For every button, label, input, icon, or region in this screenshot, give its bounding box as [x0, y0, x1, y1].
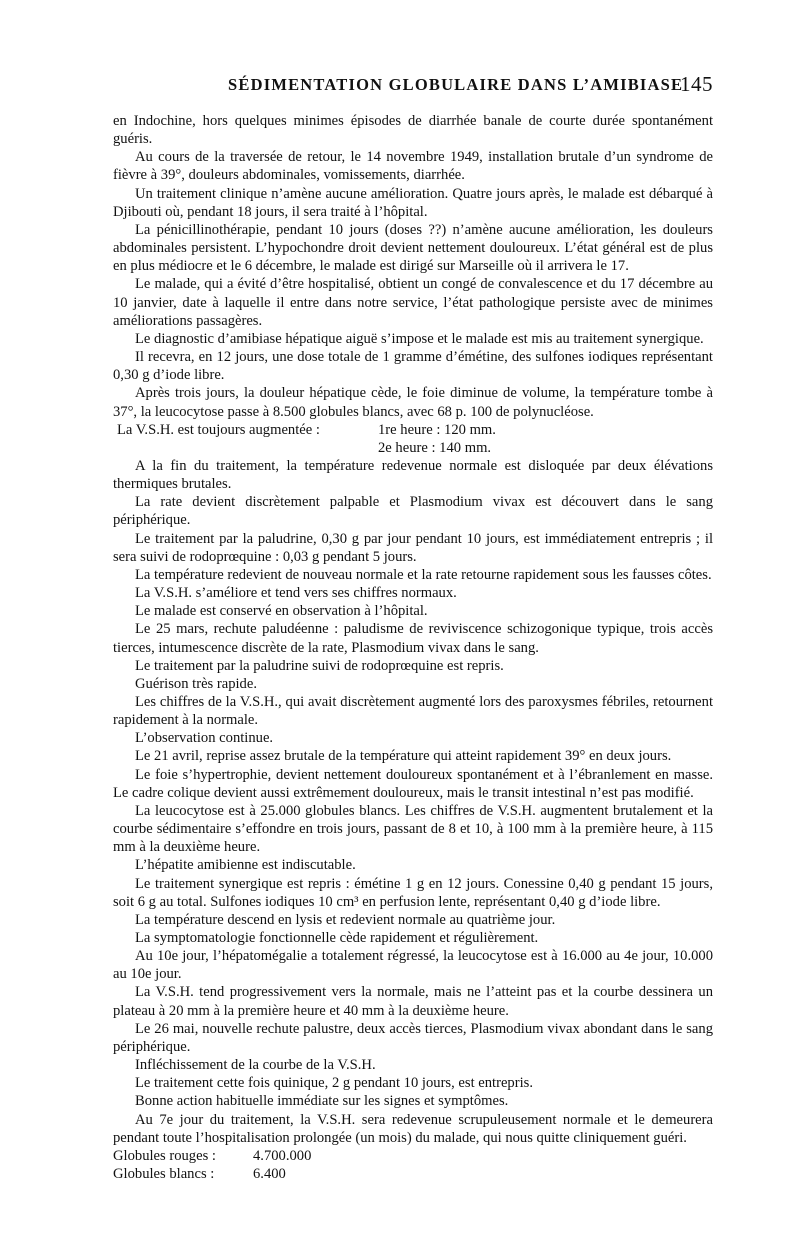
paragraph: Le traitement synergique est repris : émétine 1 g en 12 jours. Conessine 0,40 g pendant 15 jours, soit 6 g au total. Sulfones iodiques 10 cm³ en perfusion lente, représentant 0,40 g d’iode libre.: [113, 875, 713, 910]
paragraph: La symptomatologie fonctionnelle cède rapidement et régulièrement.: [135, 930, 539, 946]
paragraph: La V.S.H. s’améliore et tend vers ses chiffres normaux.: [135, 585, 457, 602]
paragraph: A la fin du traitement, la température redevenue normale est disloquée par deux élévations thermiques brutales.: [113, 457, 713, 493]
paragraph: Au 7e jour du traitement, la V.S.H. sera redevenue scrupuleusement normale et le demeurera pendant toute l’hospitalisation prolongée (un mois) du malade, qui nous quitte cliniquement guéri.: [113, 1111, 713, 1146]
paragraph: Le traitement cette fois quinique, 2 g pendant 10 jours, est entrepris.: [135, 1075, 533, 1092]
vsh-second-hour: 2e heure : 140 mm.: [378, 439, 492, 456]
paragraph: Le foie s’hypertrophie, devient nettement douloureux spontanément et à l’ébranlement en masse. Le cadre colique devient aussi extrêmement douloureux, mais le transit intestinal n’est pas modifié.: [113, 766, 713, 801]
count-value: 4.700.000: [253, 1147, 312, 1164]
paragraph: Le 25 mars, rechute paludéenne : paludisme de reviviscence schizogonique typique, trois accès tierces, intumescence discrète de la rate, Plasmodium vivax dans le sang.: [113, 621, 713, 656]
paragraph: Guérison très rapide.: [135, 675, 257, 692]
count-value: 6.400: [253, 1166, 286, 1183]
paragraph: Au cours de la traversée de retour, le 14 novembre 1949, installation brutale d’un syndrome de fièvre à 39°, douleurs abdominales, vomissements, diarrhée.: [113, 149, 713, 184]
article-body: [113, 112, 713, 1183]
paragraph: Les chiffres de la V.S.H., qui avait discrètement augmenté lors des paroxysmes fébriles, retournent rapidement à la normale.: [113, 693, 713, 729]
page-header: [228, 72, 713, 100]
count-line-white: [113, 1165, 713, 1183]
paragraph: Le 21 avril, reprise assez brutale de la température qui atteint rapidement 39° en deux jours.: [135, 748, 672, 765]
paragraph: Le 26 mai, nouvelle rechute palustre, deux accès tierces, Plasmodium vivax abondant dans le sang périphérique.: [113, 1020, 713, 1055]
paragraph: La pénicillinothérapie, pendant 10 jours (doses ??) n’amène aucune amélioration, les douleurs abdominales persistent. L’hypochondre droit devient nettement douloureux. L’état général est de plus en plus médiocre et le 6 décembre, le malade est dirigé sur Marseille où il arrivera le 17.: [113, 221, 713, 275]
paragraph: Au 10e jour, l’hépatomégalie a totalement régressé, la leucocytose est à 16.000 au 4e jour, 10.000 au 10e jour.: [113, 948, 713, 983]
paragraph: L’observation continue.: [135, 730, 274, 747]
paragraph: en Indochine, hors quelques minimes épisodes de diarrhée banale de courte durée spontanément guéris.: [113, 113, 713, 148]
paragraph: Un traitement clinique n’amène aucune amélioration. Quatre jours après, le malade est débarqué à Djibouti où, pendant 18 jours, il sera traité à l’hôpital.: [113, 185, 713, 220]
paragraph: Le traitement par la paludrine suivi de rodoprœquine est repris.: [135, 657, 504, 674]
count-label: Globules blancs :: [113, 1166, 215, 1183]
paragraph: La leucocytose est à 25.000 globules blancs. Les chiffres de V.S.H. augmentent brutalement et la courbe sédimentaire s’effondre en trois jours, passant de 8 et 10, à 100 mm à la première heure, à 115 mm à la deuxième heure.: [113, 802, 713, 856]
paragraph-group-1: [113, 112, 713, 421]
vsh-label: La V.S.H. est toujours augmentée :: [117, 421, 320, 438]
paragraph: Bonne action habituelle immédiate sur les signes et symptômes.: [135, 1093, 509, 1110]
vsh-first-hour: 1re heure : 120 mm.: [378, 421, 496, 438]
running-title: SÉDIMENTATION GLOBULAIRE DANS L’AMIBIASE: [228, 75, 684, 94]
paragraph: Le diagnostic d’amibiase hépatique aiguë s’impose et le malade est mis au traitement synergique.: [135, 330, 704, 347]
paragraph: Le malade, qui a évité d’être hospitalisé, obtient un congé de convalescence et du 17 décembre au 10 janvier, date à laquelle il entre dans notre service, l’état pathologique persiste avec de minimes améliorations passagères.: [113, 276, 713, 329]
paragraph: Il recevra, en 12 jours, une dose totale de 1 gramme d’émétine, des sulfones iodiques représentant 0,30 g d’iode libre.: [113, 349, 713, 384]
count-label: Globules rouges :: [113, 1147, 216, 1164]
page-number: 145: [680, 72, 713, 96]
vsh-line-2: [113, 439, 713, 457]
paragraph: La rate devient discrètement palpable et Plasmodium vivax est découvert dans le sang périphérique.: [113, 494, 713, 529]
count-line-red: [113, 1147, 713, 1165]
paragraph: Le traitement par la paludrine, 0,30 g par jour pendant 10 jours, est immédiatement entrepris ; il sera suivi de rodoprœquine : 0,03 g pendant 5 jours.: [113, 530, 713, 565]
paragraph: La V.S.H. tend progressivement vers la normale, mais ne l’atteint pas et la courbe dessinera un plateau à 20 mm à la première heure et 40 mm à la deuxième heure.: [113, 984, 713, 1019]
paragraph: Après trois jours, la douleur hépatique cède, le foie diminue de volume, la température tombe à 37°, la leucocytose passe à 8.500 globules blancs, avec 68 p. 100 de polynucléose.: [113, 385, 713, 420]
paragraph: L’hépatite amibienne est indiscutable.: [135, 857, 356, 874]
paragraph: Infléchissement de la courbe de la V.S.H.: [135, 1057, 376, 1074]
vsh-line-1: [113, 421, 713, 439]
paragraph-group-2: [113, 457, 713, 1147]
paragraph: La température redevient de nouveau normale et la rate retourne rapidement sous les fausses côtes.: [135, 566, 712, 583]
paragraph: La température descend en lysis et redevient normale au quatrième jour.: [135, 911, 556, 928]
paragraph: Le malade est conservé en observation à l’hôpital.: [135, 603, 428, 620]
